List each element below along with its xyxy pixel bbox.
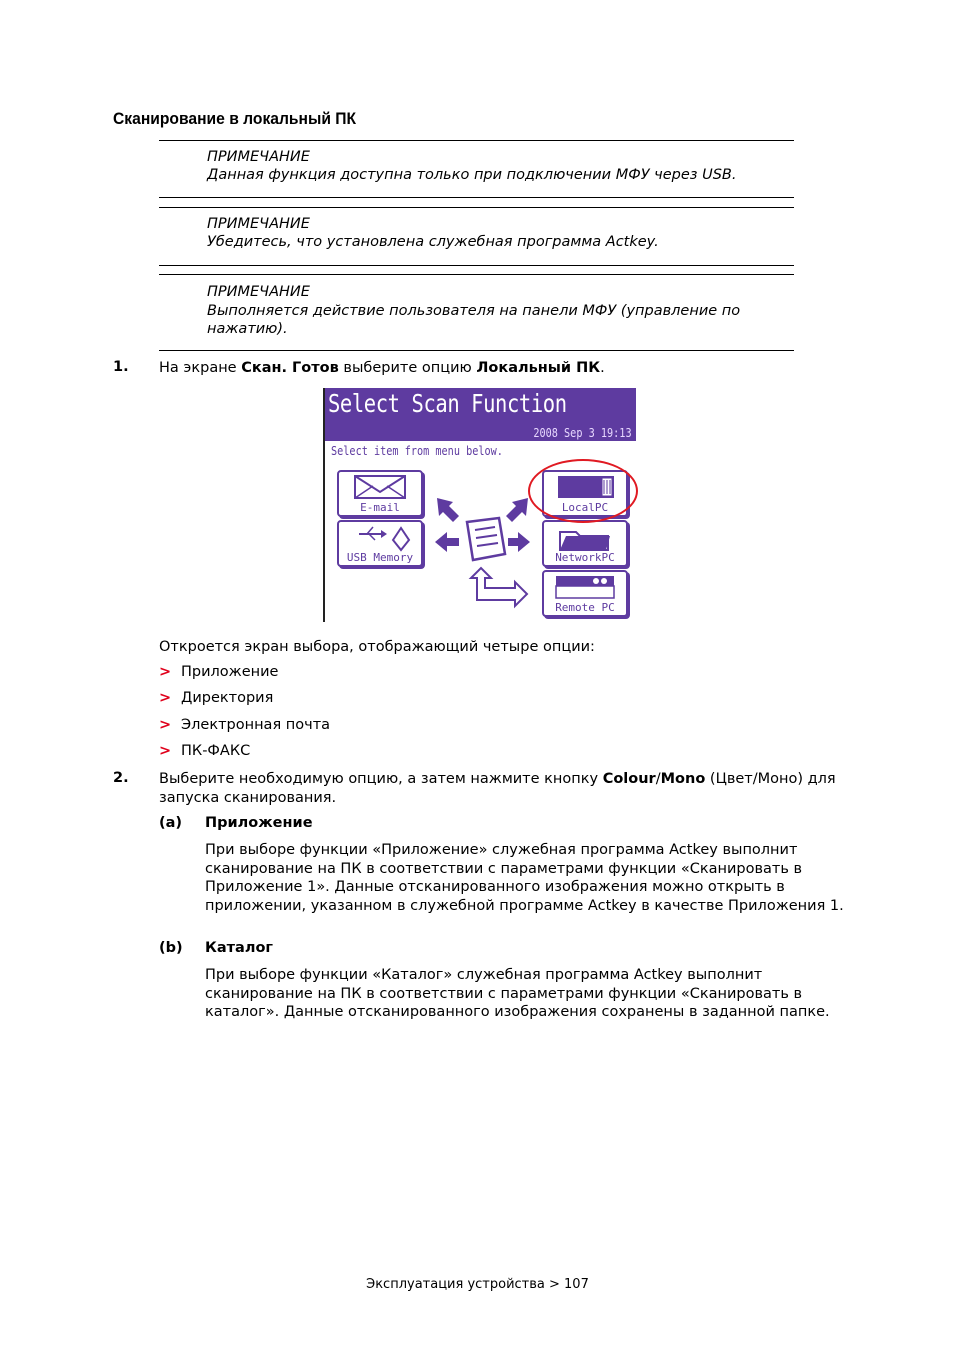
tile-label: LocalPC	[561, 501, 609, 514]
subitem-marker: (a)	[159, 815, 183, 831]
step-number: 2.	[113, 770, 129, 786]
arrow-down-right-icon	[471, 568, 527, 606]
remote-pc-tile[interactable]	[542, 570, 628, 617]
ui-label: Локальный ПК	[476, 360, 601, 376]
document-icon	[467, 518, 505, 560]
subitem-text: При выборе функции «Приложение» служебная программа Actkey выполнит сканирование на ПК в соответствии с параметрами функции «Сканировать в Приложение 1». Данные отсканированного изображения можно открыть в приложении, указанном в служебной программе Actkey в качестве Приложения 1.	[205, 842, 844, 914]
list-item: > ПК-ФАКС	[159, 743, 251, 759]
note-label: ПРИМЕЧАНИЕ	[207, 284, 310, 300]
tile-label: Remote PC	[555, 601, 615, 614]
usb-memory-tile[interactable]	[337, 520, 423, 567]
panel-screen	[323, 388, 637, 622]
screen-datetime: 2008 Sep 3 19:13	[533, 426, 632, 440]
tile-label: NetworkPC	[555, 551, 615, 564]
note-1	[207, 148, 767, 184]
subitem-title: Каталог	[205, 940, 273, 956]
list-item: > Электронная почта	[159, 717, 331, 733]
step-number: 1.	[113, 359, 129, 375]
step-1-text: На экране Скан. Готов выберите опцию Локальный ПК.	[159, 360, 605, 376]
note-text: Убедитесь, что установлена служебная программа Actkey.	[207, 234, 659, 250]
bullet-marker: >	[159, 690, 172, 706]
bullet-marker: >	[159, 717, 172, 733]
highlight-circle	[528, 459, 638, 523]
ui-label: Скан. Готов	[241, 360, 339, 376]
button-name: Mono	[660, 771, 706, 787]
subitem-text: При выборе функции «Каталог» служебная программа Actkey выполнит сканирование на ПК в соответствии с параметрами функции «Сканировать в каталог». Данные отсканированного изображения сохранены в заданной папке.	[205, 967, 830, 1020]
step-2-text: Выберите необходимую опцию, а затем нажмите кнопку Colour/Mono (Цвет/Моно) для запуска сканирования.	[159, 771, 836, 806]
screen-subtitle: Select item from menu below.	[331, 444, 503, 458]
note-rule-bottom	[159, 350, 794, 351]
arrows-diagram	[425, 498, 540, 613]
note-3	[207, 283, 767, 339]
subitem-title: Приложение	[205, 815, 313, 831]
note-rule-top	[159, 140, 794, 141]
subitem-marker: (b)	[159, 940, 183, 956]
note-rule-top	[159, 274, 794, 275]
note-2	[207, 215, 767, 251]
note-label: ПРИМЕЧАНИЕ	[207, 149, 310, 165]
note-rule-bottom	[159, 197, 794, 198]
screen-title: Select Scan Function	[328, 389, 567, 418]
list-item: > Приложение	[159, 664, 279, 680]
note-text: Данная функция доступна только при подключении МФУ через USB.	[207, 167, 737, 183]
page-footer: Эксплуатация устройства > 107	[366, 1277, 589, 1292]
bullet-marker: >	[159, 743, 172, 759]
bullet-marker: >	[159, 664, 172, 680]
email-tile[interactable]	[337, 470, 423, 517]
note-rule-top	[159, 207, 794, 208]
note-text: Выполняется действие пользователя на панели МФУ (управление по нажатию).	[207, 302, 741, 337]
button-name: Colour	[602, 771, 656, 787]
list-item: > Директория	[159, 690, 274, 706]
screen-header	[325, 388, 636, 441]
tile-label: USB Memory	[346, 551, 414, 564]
tile-label: E-mail	[360, 501, 400, 514]
options-intro: Откроется экран выбора, отображающий четыре опции:	[159, 639, 595, 655]
section-heading: Сканирование в локальный ПК	[113, 109, 357, 128]
network-pc-tile[interactable]	[542, 520, 628, 567]
note-label: ПРИМЕЧАНИЕ	[207, 216, 310, 232]
note-rule-bottom	[159, 265, 794, 266]
